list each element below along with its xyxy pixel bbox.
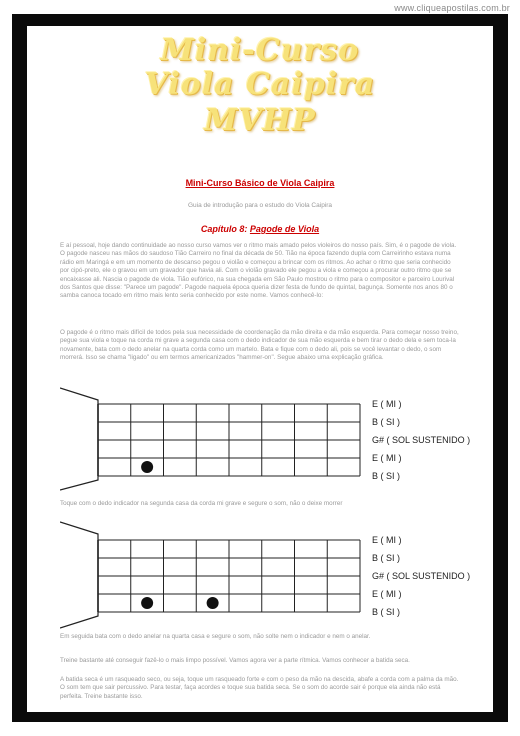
fret-grid: [98, 404, 360, 476]
finger-dot: [141, 597, 153, 609]
string-label: E ( MI ): [372, 453, 402, 463]
string-label: B ( SI ): [372, 417, 401, 427]
string-label: B ( SI ): [372, 471, 401, 481]
string-labels: [372, 399, 470, 481]
paragraph-step-1: Toque com o dedo indicador na segunda casa da corda mi grave e segure o som, não o deixe morrer: [60, 500, 343, 507]
string-label: B ( SI ): [372, 607, 401, 617]
paragraph-practice: Treine bastante até conseguir fazê-lo o mais limpo possível. Vamos agora ver a parte rítmica. Vamos conhecer a batida seca.: [60, 657, 410, 664]
banner-line-1: Mini-Curso: [160, 33, 360, 68]
fretboard-diagram-1: [60, 386, 490, 491]
chapter-prefix: Capítulo 8:: [200, 224, 250, 234]
paragraph-step-2: Em seguida bata com o dedo anelar na quarta casa e segure o som, não solte nem o indicador e nem o anelar.: [60, 633, 371, 640]
string-labels: [372, 535, 470, 617]
fret-grid: [98, 540, 360, 612]
headstock-outline: [60, 522, 98, 628]
string-label: G# ( SOL SUSTENIDO ): [372, 435, 471, 445]
banner-line-2: Viola Caipira: [144, 67, 376, 102]
string-label: E ( MI ): [372, 399, 402, 409]
title-banner: [27, 32, 493, 136]
string-label: B ( SI ): [372, 553, 401, 563]
finger-dots: [141, 597, 219, 609]
string-label: G# ( SOL SUSTENIDO ): [372, 571, 471, 581]
finger-dot: [141, 461, 153, 473]
paragraph-intro: E aí pessoal, hoje dando continuidade ao nosso curso vamos ver o ritmo mais amado pelos violeiros do nosso país. Sim, é o pagode de viola. O pagode nasceu nas mãos do saudoso Tião Carreiro no final da década de 50. Tião na época fazendo dupla com Carreirinho estava numa rádio em Maringá e em um momento de descanso pegou o violão e começou a brincar com os ritmos. Ao achar o ritmo que seria conhecido por cipó-preto, ele o gravou em um gravador que havia ali. Com o violão gravado ele pegou a viola e começou a procurar outro ritmo que se encaixasse ali. Nascia o pagode de viola. Tião eufórico, na sua chegada em São Paulo mostrou o ritmo para o compositor e parceiro Lourival dos Santos que disse: "Parece um pagode". Pagode naquela época queria dizer festa de fundo de quintal, bagunça. Somente nos anos 80 o samba canoca tocado em ritmo mais lento seria conhecido por este nome. Vamos conhecê-lo:: [60, 242, 457, 300]
site-url[interactable]: www.cliqueapostilas.com.br: [394, 3, 510, 13]
fretboard-diagram-2: [60, 520, 490, 630]
document-page: [27, 26, 493, 712]
chapter-heading: [27, 224, 493, 234]
chapter-name: Pagode de Viola: [249, 224, 320, 234]
finger-dots: [141, 461, 153, 473]
paragraph-technique: O pagode é o ritmo mais difícil de todos pela sua necessidade de coordenação da mão direita e da mão esquerda. Para começar nosso treino, pegue sua viola e toque na corda mi grave a segunda casa com o dedo indicador de sua mão esquerda e bem tirar o dedo dela e sem toca-la novamente, bata com o dedo anelar na quarta corda como um martelo. Bata e fique com o dedo ali, pois se você levantar o dedo, o som morrerá. Isso se chama "ligado" ou em termos americanizados "hammer-on". Segue abaixo uma explicação gráfica.: [60, 329, 459, 362]
headstock-outline: [60, 388, 98, 490]
document-title: Mini-Curso Básico de Viola Caipira: [185, 178, 335, 188]
document-subtitle: Guia de introdução para o estudo do Viola Caipira: [187, 202, 333, 209]
paragraph-batida-seca: A batida seca é um rasqueado seco, ou seja, toque um rasqueado forte e com o peso da mão na descida, abafe a corda com a palma da mão. O som tem que sair percussivo. Para testar, faça acordes e toque sua batida seca. Se o som do acorde sair é porque ela ainda não está perfeita. Treine bastante isso.: [60, 676, 459, 700]
string-label: E ( MI ): [372, 589, 402, 599]
finger-dot: [207, 597, 219, 609]
banner-line-3: MVHP: [204, 103, 316, 138]
string-label: E ( MI ): [372, 535, 402, 545]
